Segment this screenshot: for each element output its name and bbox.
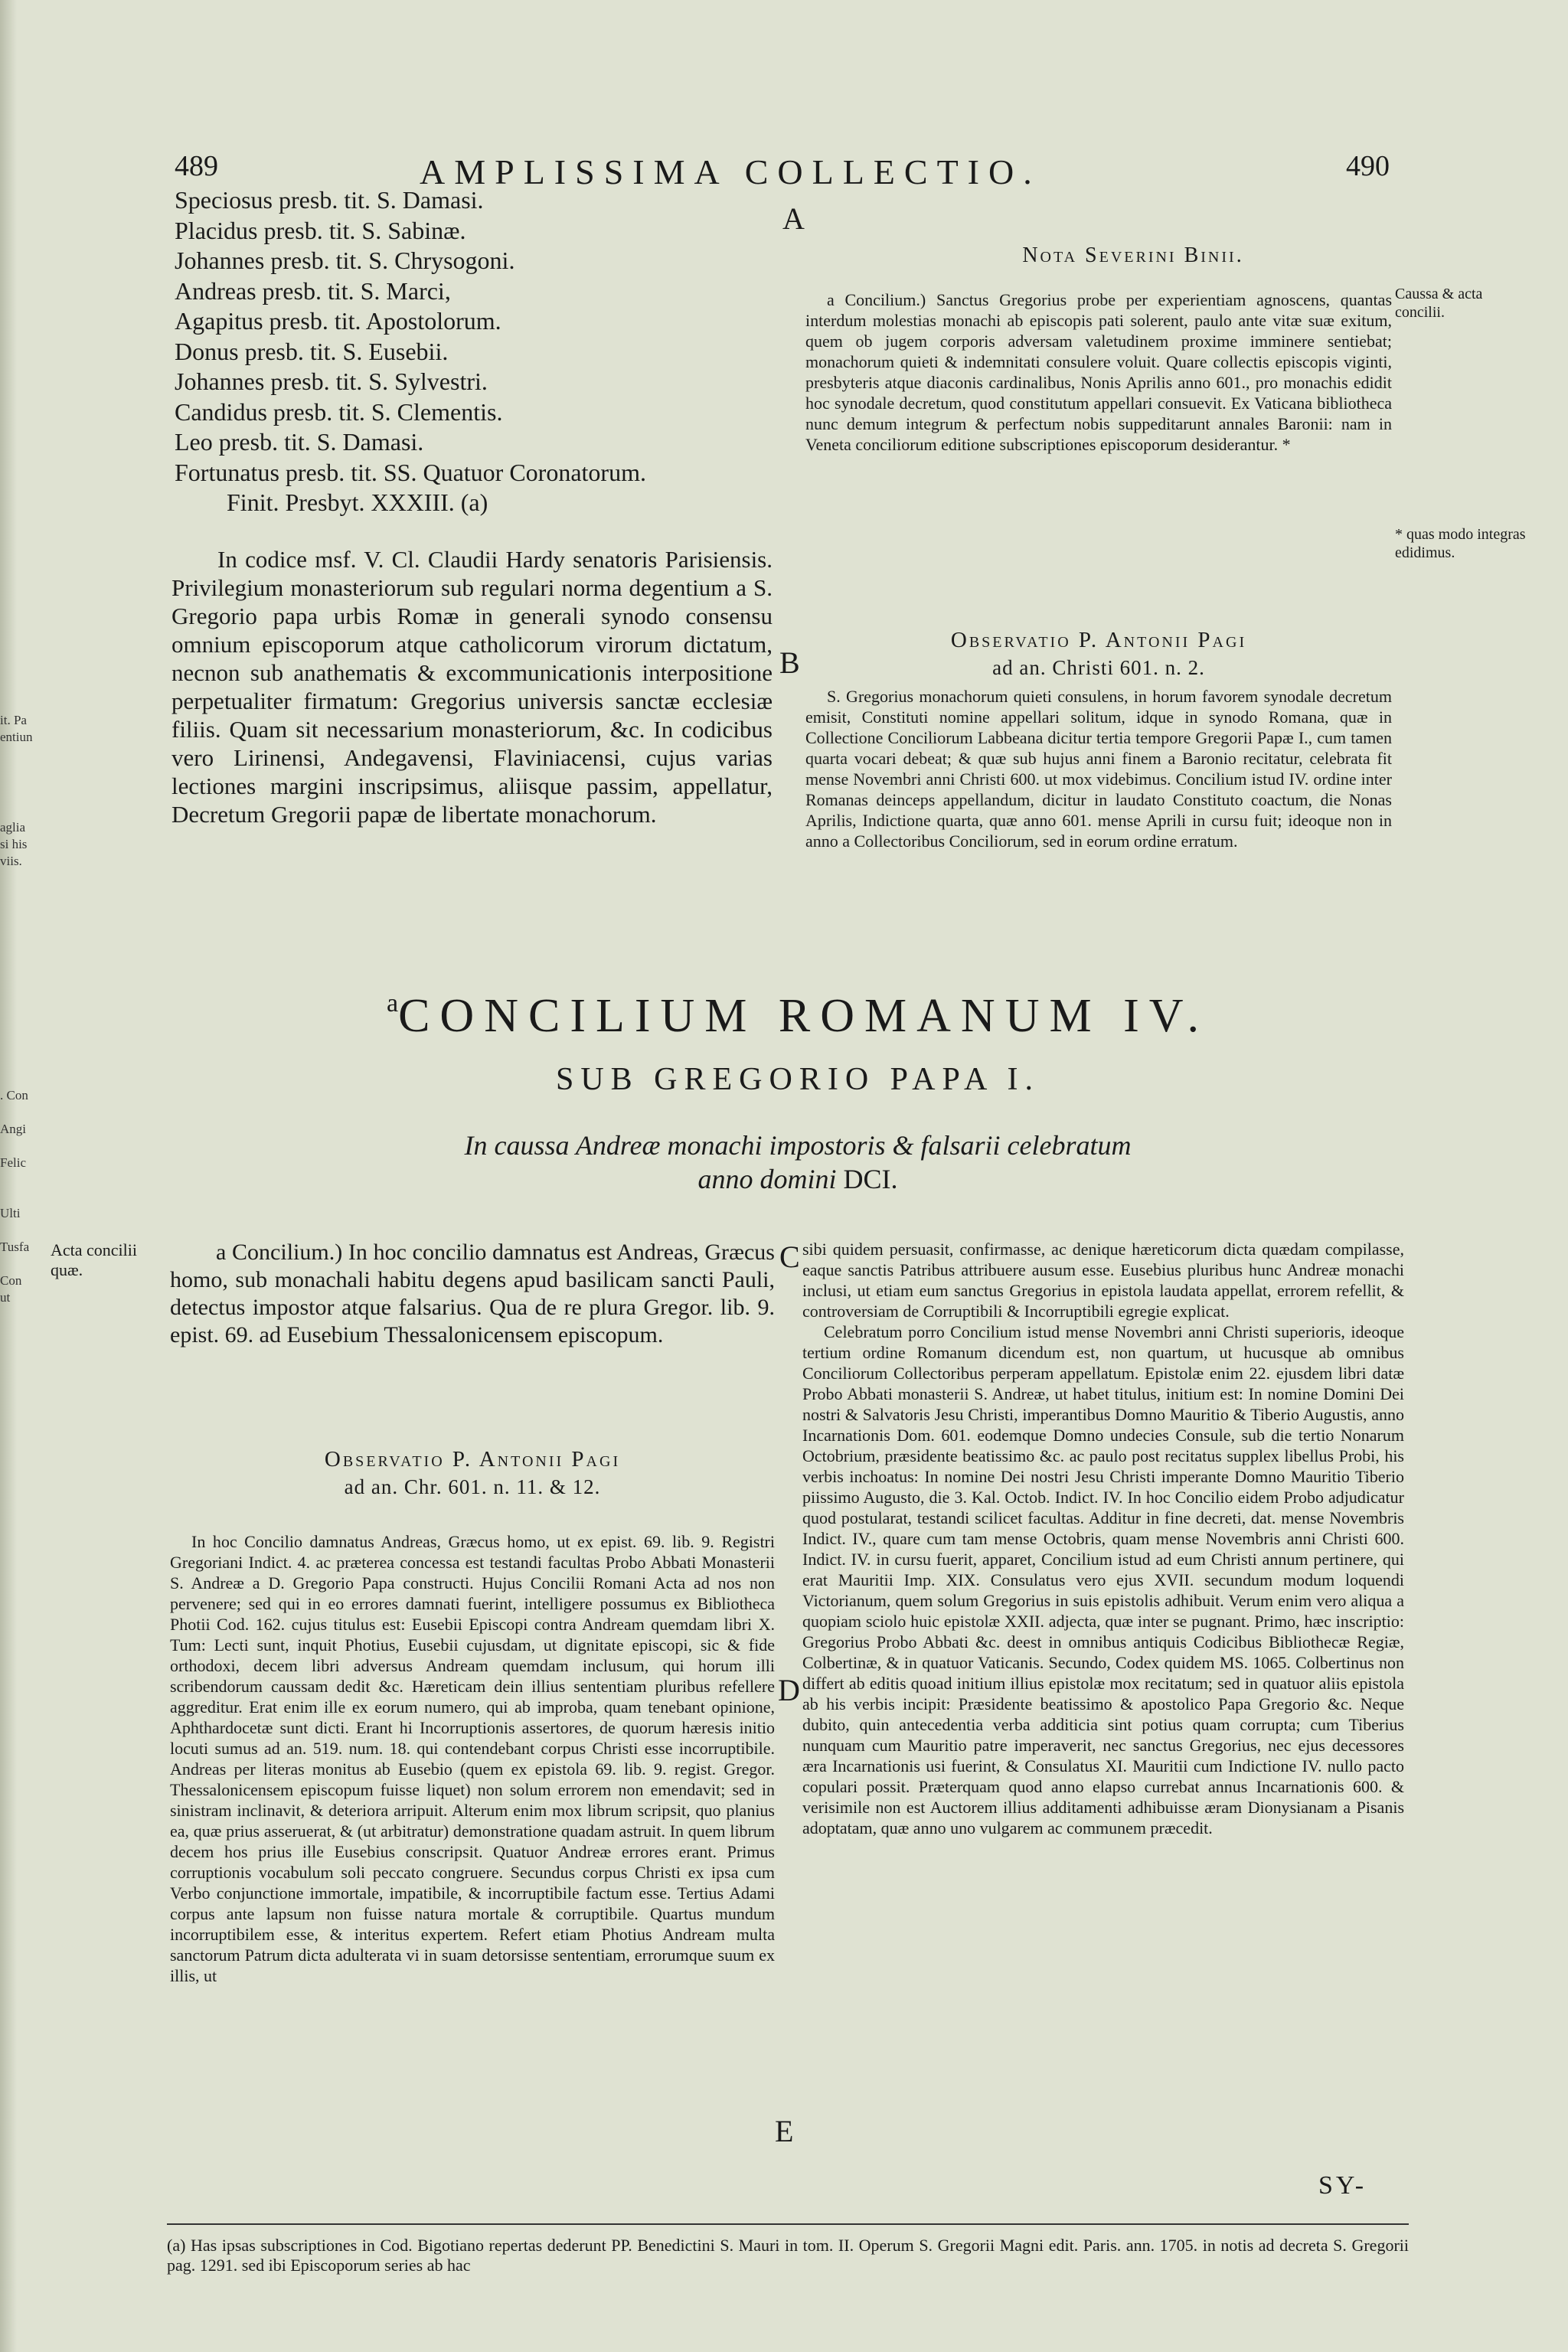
nota-binii-text: a Concilium.) Sanctus Gregorius probe per experientiam agnoscens, quantas interdum molestias monachi ab episcopis pati solerent, paulo ante vitæ suæ exitum, quem ob jugem corporis adversam valetudinem proxime imminere sentiebat; monachorum quieti & indemnitati consulere voluit. Quare collectis episcopis viginti, presbyteris atque diaconis cardinalibus, Nonis Aprilis anno 601., pro monachis edidit hoc synodale decretum, quod constitutum appellari consuevit. Ex Vaticana bibliotheca nunc demum integrum & perfectum nobis suppeditarunt annales Baronii: nam in Veneta conciliorum editione subscriptiones episcoporum desiderantur. * bbox=[805, 290, 1392, 454]
signatories-list bbox=[175, 185, 787, 518]
concilium-note: a Concilium.) In hoc concilio damnatus est Andreas, Græcus homo, sub monachali habitu degens apud basilicam sancti Pauli, detectus impostor atque falsarius. Qua de re plura Gregor. lib. 9. epist. 69. ad Eusebium Thessalonicensem episcopum. bbox=[170, 1240, 775, 1348]
signatory-line: Andreas presb. tit. S. Marci, bbox=[175, 276, 451, 305]
signatory-line: Leo presb. tit. S. Damasi. bbox=[175, 428, 424, 456]
right-main-paragraph-1: sibi quidem persuasit, confirmasse, ac denique hæreticorum dicta quædam compilasse, eaque sanctis Patribus attribuere ausum esse. Eusebius pluribus hunc Andreæ monachi inclusi, ut etiam eum sanctus Gregorius in epistola laudata appellat, errorem refellit, & controversiam de Corruptibili & Incorruptibili egregie explicat. bbox=[802, 1240, 1404, 1321]
obs-pagi-1-body bbox=[805, 686, 1392, 851]
footnote-rule bbox=[167, 2223, 1409, 2225]
edge-marginalia-1: it. Pa entiun bbox=[0, 713, 33, 744]
signatory-line: Placidus presb. tit. S. Sabinæ. bbox=[175, 216, 466, 244]
marginal-note-caussa: Caussa & acta concilii. bbox=[1395, 286, 1483, 321]
signatory-line: Donus presb. tit. S. Eusebii. bbox=[175, 337, 449, 365]
obs-pagi-2-subheading: ad an. Chr. 601. n. 11. & 12. bbox=[344, 1475, 601, 1498]
marginal-note-acta: Acta concilii quæ. bbox=[51, 1240, 138, 1279]
page-number-right: 490 bbox=[1346, 150, 1390, 182]
obs-pagi-1-heading-block bbox=[805, 626, 1392, 681]
title-note-mark: a bbox=[386, 989, 399, 1018]
signatory-line: Johannes presb. tit. S. Sylvestri. bbox=[175, 368, 488, 395]
section-letter-b: B bbox=[779, 645, 800, 680]
nota-binii-heading: Nota Severini Binii. bbox=[1022, 243, 1244, 267]
section-letter-d: D bbox=[778, 1673, 800, 1707]
signatory-line: Johannes presb. tit. S. Chrysogoni. bbox=[175, 247, 515, 274]
title-line-3b: anno domini bbox=[697, 1164, 837, 1194]
edge-marginalia-2: aglia si his viis. bbox=[0, 820, 28, 868]
running-title: AMPLISSIMA COLLECTIO. bbox=[420, 152, 1041, 191]
title-line-3-block bbox=[201, 1129, 1395, 1196]
right-main-body bbox=[802, 1239, 1404, 1838]
obs-pagi-1-text: S. Gregorius monachorum quieti consulens, in horum favorem synodale decretum emisit, Constituti nomine appellari solitum, idque in synodo Romana, quæ in Collectione Conciliorum Labbeana dicitur tertia tempore Gregorii Papæ I., cum tamen quarta vocari debeat; & quæ sub hujus anni finem a Baronio recitatur, celebrata fit mense Novembri anni Christi 600. ut mox videbimus. Concilium istud IV. ordine inter Romanas deinceps appellandum, dicitur in laudato Constituto coactum, die Nonas Aprilis, Indictione quarta, quæ anno 601. mense Aprili in cursu fuit; ideoque non in anno a Collectoribus Conciliorum, sed in eorum ordine erratum. bbox=[805, 687, 1392, 851]
title-line-3c: DCI. bbox=[843, 1164, 898, 1194]
signatory-line: Fortunatus presb. tit. SS. Quatuor Coronatorum. bbox=[175, 458, 646, 486]
signatory-line: Agapitus presb. tit. Apostolorum. bbox=[175, 307, 501, 335]
concilium-title bbox=[201, 989, 1395, 1044]
catchword: SY- bbox=[1318, 2171, 1367, 2200]
intro-paragraph: In codice msf. V. Cl. Claudii Hardy senatoris Parisiensis. Privilegium monasteriorum sub regulari norma degentium a S. Gregorio papa urbis Romæ in generali synodo consensu omnium episcoporum atque catholicorum virorum dictatum, necnon sub anathematis & excommunicationis interpositione perpetualiter firmatum: Gregorius universis sanctæ ecclesiæ filiis. Quam sit necessarium monasteriorum, &c. In codicibus vero Lirinensi, Andegavensi, Flaviniacensi, cujus varias lectiones margini inscripsimus, aliisque passim, appellatur, Decretum Gregorii papæ de libertate monachorum. bbox=[172, 546, 773, 828]
obs-pagi-2-heading: Observatio P. Antonii Pagi bbox=[324, 1447, 621, 1472]
marginal-note-quas: * quas modo integras edidimus. bbox=[1395, 526, 1526, 561]
finit-line: Finit. Presbyt. XXXIII. (a) bbox=[227, 488, 488, 516]
right-main-paragraph-2: Celebratum porro Concilium istud mense Novembri anni Christi superioris, ideoque tertium ordine Romanum dicendum est, non quartum, ut hucusque ab omnibus Conciliorum Collectoribus perperam appellatum. Epistolæ enim 22. ejusdem libri datæ Probo Abbati monasterii S. Andreæ, ut habet titulus, initium est: In nomine Domini Dei nostri & Salvatoris Jesu Christi, imperantibus Domno Mauritio & Tiberio Augustis, anno Incarnationis Dom. 601. eodemque Domno undecies Consule, sub die tertio Nonarum Octobrium, præsidente beatissimo &c. ac paulo post recitatus supplex libellus Probi, his verbis inchoatus: In nomine Dei nostri Jesu Christi imperante Domno Mauritio Tiberio piissimo Augusto, die 3. Kal. Octob. Indict. IV. In hoc Concilio eidem Probo adjudicatur quod postularat, testandi scilicet facultas. Additur in fine decreti, dat. mense Novembris Indict. IV., quare cum tam mense Octobris, quam mense Novembris anni Christi 600. Indict. IV. in cursu fuerit, apparet, Concilium istud ad eum Christi annum pertinere, qui erat Mauritii Imp. XIX. Consulatus vero ejus XVII. secundum modum loquendi Victorianum, quem solum Gregorius in suis epistolis adhibuit. Verum enim vero aliqua a quopiam sciolo huic epistolæ XXII. adjecta, quæ inter se pugnant. Primo, hæc inscriptio: Gregorius Probo Abbati &c. deest in omnibus antiquis Codicibus Bibliothecæ Regiæ, Colbertinæ, & in quatuor Vaticanis. Secundo, Codex quidem MS. 1065. Colbertinus non differt ab editis quoad initium illius epistolæ mox recitatum; sed in quatuor aliis epistola ab his verbis incipit: Præsidente beatissimo & apostolico Papa Gregorio &c. Neque dubito, quin antecedentia verba additicia sint potius quam corrupta; cum Tiberius nunquam cum Mauritio patre imperaverit, nec sanctus Gregorius, nec ejus decessores æra Incarnationis usi fuerint, & Consulatus XI. Mauritii cum Indictione IV. nullo pacto copulari possit. Præterquam quod anno elapso currebat annus Incarnationis 600. & verisimile non est Auctorem illius additamenti adhibuisse æram Dionysianam a Pisanis adoptatam, quæ anno uno vulgarem ac communem præcedit. bbox=[802, 1322, 1404, 1838]
section-letter-e: E bbox=[775, 2114, 794, 2148]
obs-pagi-2-text: In hoc Concilio damnatus Andreas, Græcus homo, ut ex epist. 69. lib. 9. Registri Gregoriani Indict. 4. ac præterea concessa est testandi facultas Probo Abbati Monasterii S. Andreæ a D. Gregorio Papa constructi. Hujus Concilii Romani Acta ad nos non pervenere; sed qui in eo errores damnati fuerint, intelligere possumus ex Bibliotheca Photii Cod. 162. cujus titulus est: Eusebii Episcopi contra Andream quemdam libri X. Tum: Lecti sunt, inquit Photius, Eusebii cujusdam, ut dignitate episcopi, sic & fide orthodoxi, decem libri adversus Andream quemdam inclusum, qui horum illi scribendorum caussam dedit &c. Hæreticam dein illius sententiam pluribus refellere aggreditur. Erat enim ille ex eorum numero, qui ab improba, quam tenebant opinione, Aphthardocetæ sunt dicti. Erant hi Incorruptionis assertores, de quorum hæresis initio locuti sumus ad an. 519. num. 18. qui contendebant corpus Christi esse incorruptibile. Andreas per literas monitus ab Eusebio (quem ex epistola 69. lib. 9. regist. Gregor. Thessalonicensem episcopum fuisse liquet) non solum errorem non emendavit; sed in sinistram inclinavit, & deteriora arripuit. Alterum enim mox librum scripsit, quo planius ea, quæ prius asseruerat, & (ut arbitratur) demonstratione quadam astruit. In quem librum decem hos prius ille Eusebius conscripsit. Quatuor Andreæ errores erant. Primus corruptionis vocabulum soli peccato congruere. Secundus corpus Christi ex ipsa cum Verbo conjunctione immortale, impatibile, & incorruptibile factum esse. Tertius Adami corpus ante lapsum non fuisse natura mortale & corruptibile. Quartus mundum incorruptibilem esse, & interitus expertem. Refert etiam Photius Andream multa sanctorum Patrum dicta adulterata vi in suam detorsisse sententiam, errorumque suum ex illis, ut bbox=[170, 1532, 775, 1985]
obs-pagi-2-heading-block bbox=[170, 1446, 775, 1501]
obs-pagi-1-heading: Observatio P. Antonii Pagi bbox=[950, 628, 1247, 652]
signatory-line: Candidus presb. tit. S. Clementis. bbox=[175, 397, 503, 426]
signatory-line: Speciosus presb. tit. S. Damasi. bbox=[175, 186, 484, 214]
title-line-3a: In caussa Andreæ monachi impostoris & falsarii celebratum bbox=[464, 1130, 1132, 1161]
privilege-intro bbox=[172, 545, 773, 828]
page-number-left: 489 bbox=[175, 150, 218, 182]
title-line-1: CONCILIUM ROMANUM IV. bbox=[398, 990, 1210, 1042]
section-letter-c: C bbox=[779, 1240, 800, 1274]
footnote: (a) Has ipsas subscriptiones in Cod. Bigotiano repertas dederunt PP. Benedictini S. Mauri in tom. II. Operum S. Gregorii Magni edit. Paris. ann. 1705. in notis ad decreta S. Gregorii pag. 1291. sed ibi Episcoporum series ab hac bbox=[167, 2236, 1409, 2275]
section-letter-a: A bbox=[782, 201, 805, 236]
obs-pagi-1-subheading: ad an. Christi 601. n. 2. bbox=[992, 656, 1205, 679]
title-line-2: SUB GREGORIO PAPA I. bbox=[555, 1062, 1040, 1097]
nota-binii-body bbox=[805, 289, 1392, 455]
obs-pagi-2-body bbox=[170, 1531, 775, 1986]
edge-marginalia-3: . Con Angi Felic Ulti Tusfa Con ut bbox=[0, 1088, 30, 1305]
concilium-note-block bbox=[170, 1239, 775, 1349]
